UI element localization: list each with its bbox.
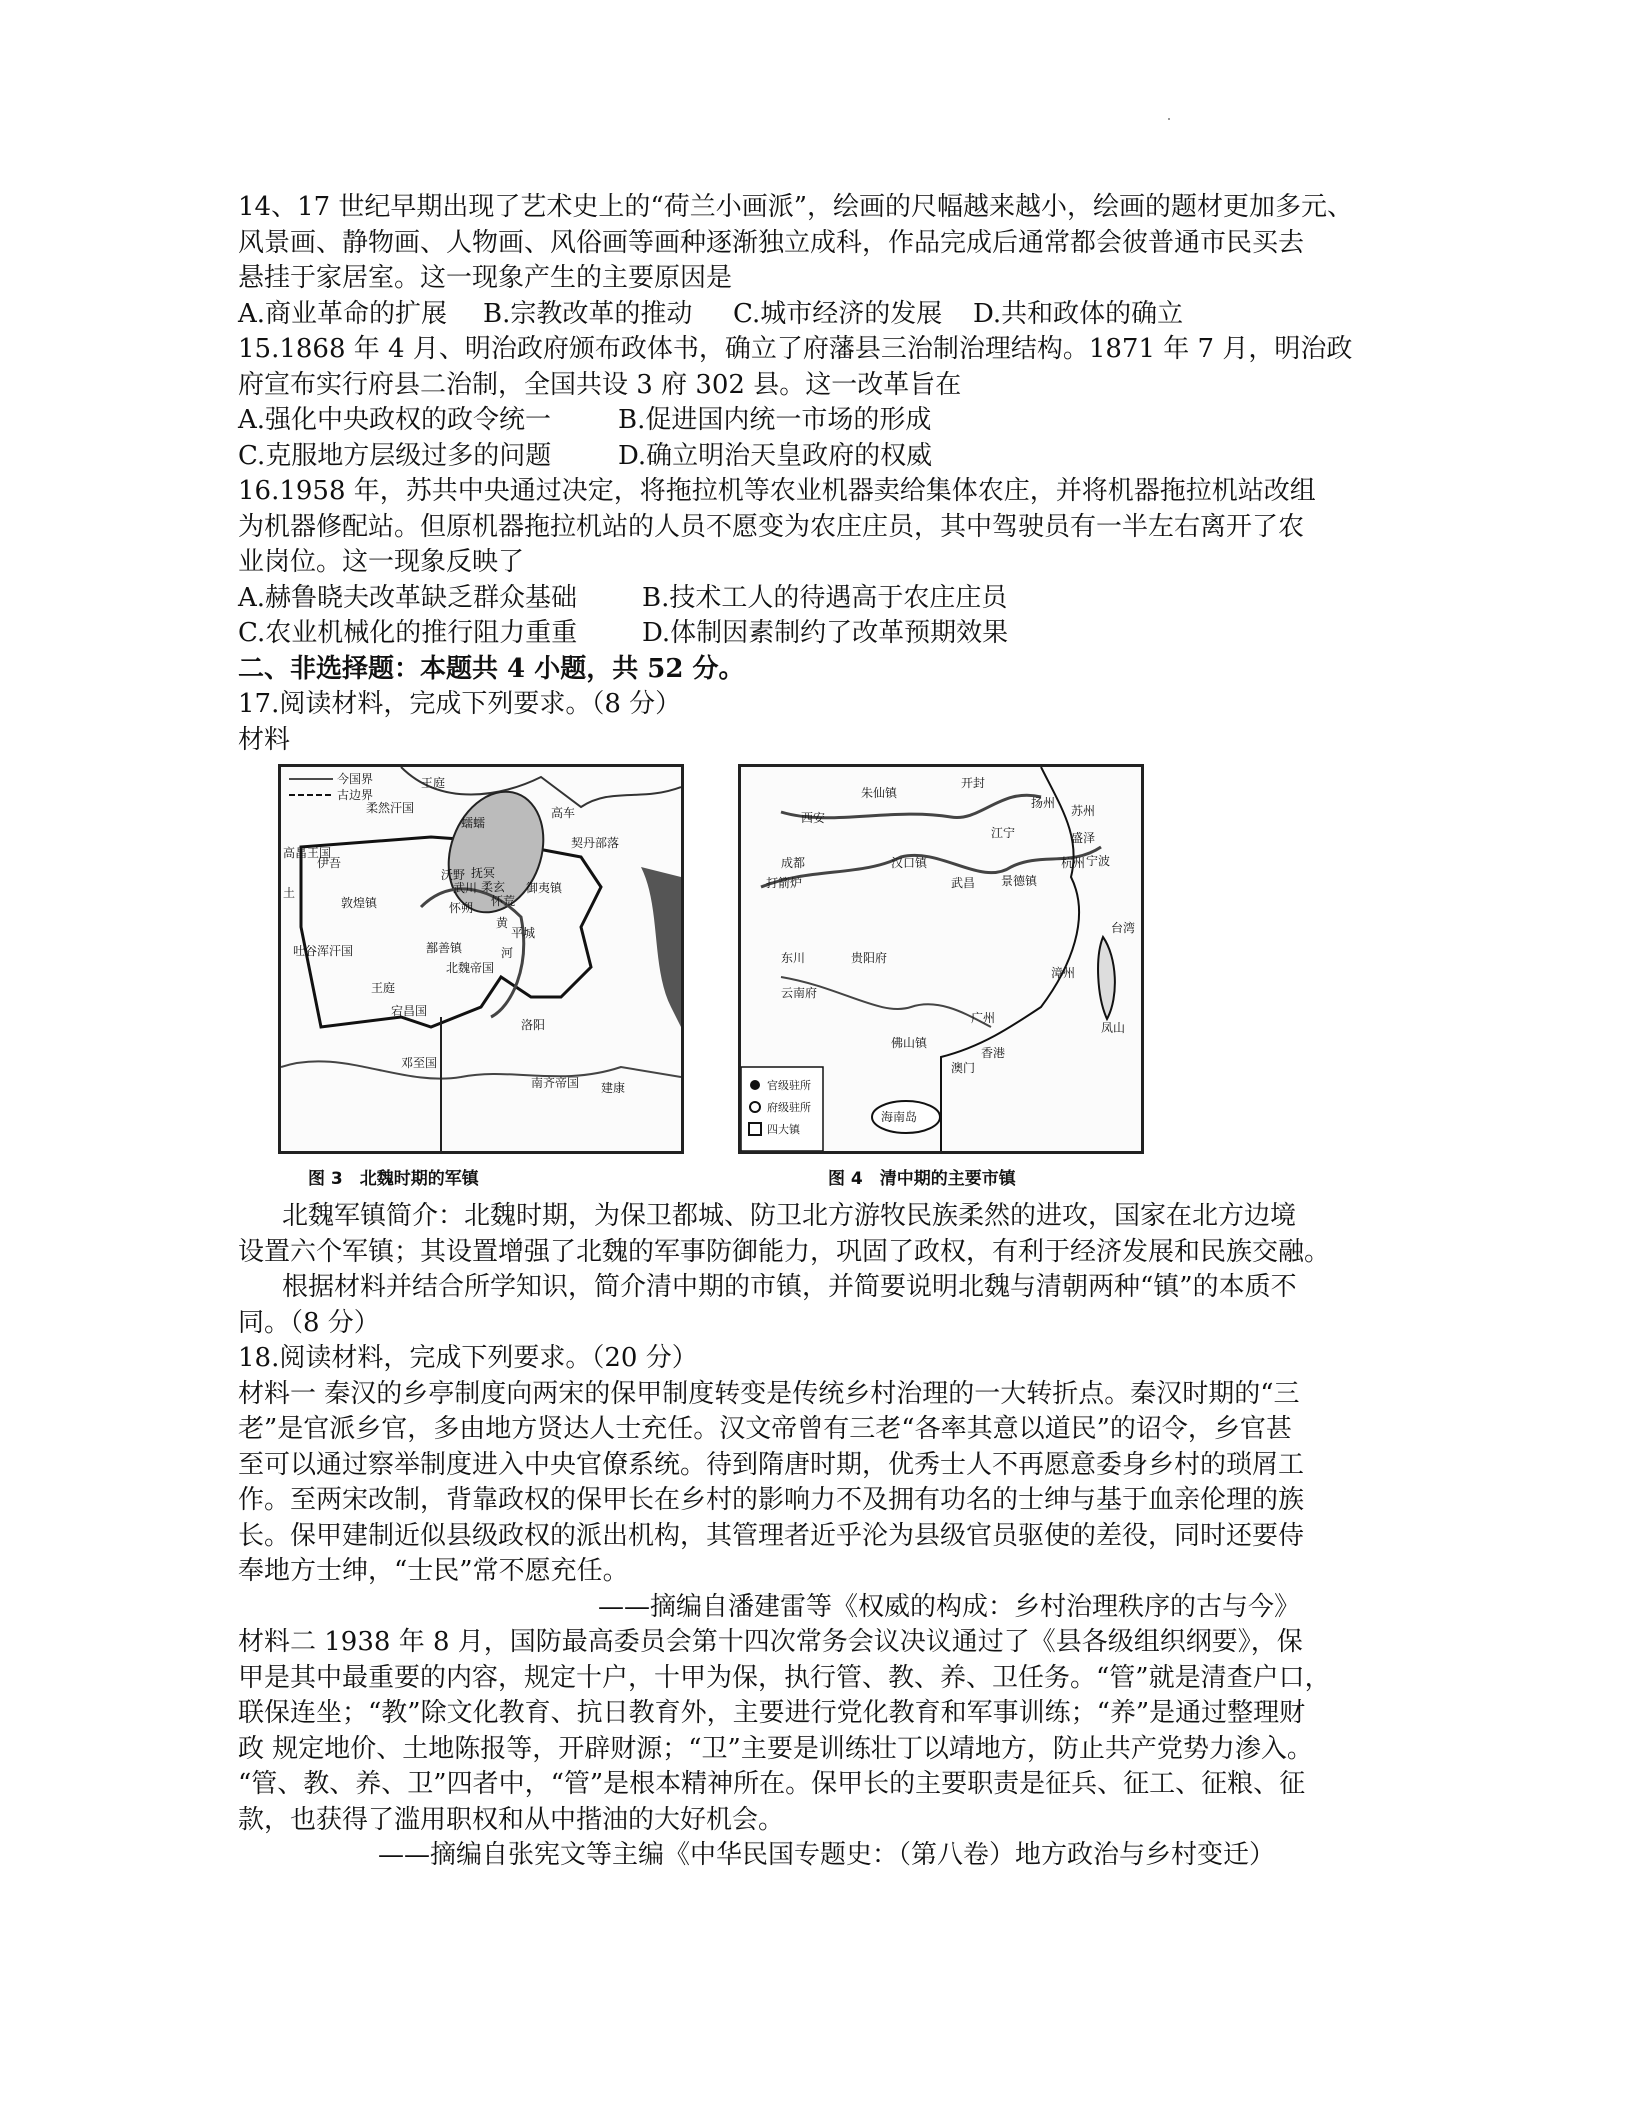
map3-place-label: 沃野 xyxy=(441,868,466,882)
map4-place-label: 苏州 xyxy=(1071,804,1096,818)
map3-place-label: 北魏帝国 xyxy=(446,961,495,975)
map3-place-label: 御夷镇 xyxy=(526,881,563,895)
q18-material1-line: 至可以通过察举制度进入中央官僚系统。待到隋唐时期，优秀士人不再愿意委身乡村的琐屑工 xyxy=(238,1449,1305,1480)
q15-options-row2 xyxy=(238,439,1408,475)
map3-place-label: 契丹部落 xyxy=(571,836,620,850)
map3-place-label: 建康 xyxy=(601,1081,626,1095)
map3-place-label: 柔然汗国 xyxy=(366,801,415,815)
q18-material2-line: 政 规定地价、土地陈报等，开辟财源；“卫”主要是训练壮丁以靖地方，防止共产党势力渗入。 xyxy=(238,1733,1313,1764)
map3-place-label: 洛阳 xyxy=(521,1018,546,1032)
q18-material2-line: 材料二 1938 年 8 月，国防最高委员会第十四次常务会议决议通过了《县各级组织纲要》，保 xyxy=(238,1627,1303,1657)
map4-place-label: 台湾 xyxy=(1111,921,1136,935)
map3-place-label: 鄯善镇 xyxy=(426,941,463,955)
map4-legend-marker xyxy=(750,1102,760,1112)
map3-place-label: 平城 xyxy=(511,926,536,940)
map3-yangtze-river xyxy=(281,1061,681,1078)
map4-place-label: 广州 xyxy=(971,1011,996,1025)
q17-task-line: 根据材料并结合所学知识，简介清中期的市镇，并简要说明北魏与清朝两种“镇”的本质不 xyxy=(282,1272,1297,1302)
map4-place-label: 漳州 xyxy=(1051,966,1076,980)
map3-place-label: 王庭 xyxy=(371,981,396,995)
map3-place-label: 蠕蠕 xyxy=(461,816,486,830)
map3-place-label: 吐谷浑汗国 xyxy=(293,944,354,958)
map3-place-label: 高车 xyxy=(551,806,576,820)
q15-stem-line: 15.1868 年 4 月、明治政府颁布政体书，确立了府藩县三治制治理结构。1871 年 7 月，明治政 xyxy=(238,334,1353,364)
map3-place-label: 怀朔 xyxy=(449,901,474,915)
map3-place-label: 王庭 xyxy=(421,776,446,790)
q16-option-a[interactable]: A.赫鲁晓夫改革缺乏群众基础 xyxy=(238,582,578,613)
map3-place-label: 黄 xyxy=(496,916,509,930)
map3-labels xyxy=(283,771,625,1095)
map3-place-label: 邓至国 xyxy=(401,1056,438,1070)
q16-option-c[interactable]: C.农业机械化的推行阻力重重 xyxy=(238,618,578,648)
map4-legend-marker xyxy=(750,1080,760,1090)
q14-stem-line: 悬挂于家居室。这一现象产生的主要原因是 xyxy=(238,263,733,293)
q18-material1-line: 老”是官派乡官，多由地方贤达人士充任。汉文帝曾有三老“各率其意以道民”的诏令，乡官甚 xyxy=(238,1414,1292,1444)
q15-option-c[interactable]: C.克服地方层级过多的问题 xyxy=(238,440,552,471)
map4-place-label: 海南岛 xyxy=(881,1110,918,1124)
q18-material1-line: 奉地方士绅，“士民”常不愿充任。 xyxy=(238,1556,629,1586)
map4-place-label: 盛泽 xyxy=(1071,831,1096,845)
map4-place-label: 景德镇 xyxy=(1001,874,1038,888)
q15-option-b[interactable]: B.促进国内统一市场的形成 xyxy=(618,405,932,435)
q17-material-label: 材料 xyxy=(238,724,291,755)
map4-place-label: 香港 xyxy=(981,1046,1006,1060)
map3-place-label: 怀荒 xyxy=(491,894,516,908)
map3-place-label: 伊吾 xyxy=(317,856,342,870)
map4-place-label: 杭州 xyxy=(1061,856,1086,870)
q16-option-b[interactable]: B.技术工人的待遇高于农庄庄员 xyxy=(642,582,1008,613)
q15-option-a[interactable]: A.强化中央政权的政令统一 xyxy=(238,405,552,435)
q17-title: 17.阅读材料，完成下列要求。（8 分） xyxy=(238,689,682,719)
q18-material1-line: 材料一 秦汉的乡亭制度向两宋的保甲制度转变是传统乡村治理的一大转折点。秦汉时期的“三 xyxy=(238,1378,1300,1409)
map4-place-label: 澳门 xyxy=(951,1061,976,1075)
map3-coastline xyxy=(641,867,681,1027)
map4-place-label: 宁波 xyxy=(1086,854,1111,868)
map4-place-label: 江宁 xyxy=(991,826,1016,840)
q14-option-d[interactable]: D.共和政体的确立 xyxy=(973,298,1184,329)
map4-place-label: 西安 xyxy=(801,811,826,825)
map3-place-label: 南齐帝国 xyxy=(531,1076,580,1090)
map-northern-wei-drawing xyxy=(281,767,681,1151)
map4-place-label: 云南府 xyxy=(781,986,818,1000)
map4-place-label: 凤山 xyxy=(1101,1021,1126,1035)
map3-place-label: 宕昌国 xyxy=(391,1004,428,1018)
map-northern-wei xyxy=(278,764,684,1154)
exam-page xyxy=(238,190,1408,1874)
map4-place-label: 东川 xyxy=(781,951,806,965)
q18-material2-line: 联保连坐；“教”除文化教育、抗日教育外，主要进行党化教育和军事训练；“养”是通过整理财 xyxy=(238,1698,1306,1728)
map4-legend-marker xyxy=(749,1123,761,1135)
map3-caption: 图 3 北魏时期的军镇 xyxy=(308,1169,479,1189)
q16-options-row1 xyxy=(238,581,1408,617)
map4-legend-label: 四大镇 xyxy=(767,1123,800,1136)
map3-place-label: 河 xyxy=(501,946,514,960)
question-16 xyxy=(238,474,1408,652)
q18-source1: ——摘编自潘建雷等《权威的构成：乡村治理秩序的古与今》 xyxy=(598,1591,1301,1622)
question-18 xyxy=(238,1341,1408,1874)
question-17 xyxy=(238,687,1408,1341)
q15-options-row1 xyxy=(238,403,1408,439)
q16-stem-line: 为机器修配站。但原机器拖拉机站的人员不愿变为农庄庄员，其中驾驶员有一半左右离开了农 xyxy=(238,511,1305,542)
q14-option-c[interactable]: C.城市经济的发展 xyxy=(733,298,943,329)
map3-legend-label: 今国界 xyxy=(337,772,374,786)
map4-legend-label: 府级驻所 xyxy=(767,1101,811,1114)
q14-options xyxy=(238,297,1408,333)
question-15 xyxy=(238,332,1408,474)
map4-place-label: 成都 xyxy=(781,856,806,870)
map4-place-label: 贵阳府 xyxy=(851,951,888,965)
map-qing-towns-drawing xyxy=(741,767,1141,1151)
map4-yangtze-river xyxy=(761,847,1101,887)
map3-place-label: 武川 xyxy=(453,881,478,895)
map4-taiwan xyxy=(1098,937,1115,1019)
map3-legend-label: 古边界 xyxy=(337,788,374,802)
scan-speck xyxy=(1168,118,1170,120)
q18-material2-line: 甲是其中最重要的内容，规定十户，十甲为保，执行管、教、养、卫任务。“管”就是清查户口， xyxy=(238,1662,1331,1693)
map4-place-label: 汉口镇 xyxy=(891,856,928,870)
map4-caption: 图 4 清中期的主要市镇 xyxy=(828,1169,1016,1189)
q17-maps xyxy=(238,764,1408,1199)
q17-task-line: 同。（8 分） xyxy=(238,1307,380,1338)
q18-material1-line: 作。至两宋改制，背靠政权的保甲长在乡村的影响力不及拥有功名的士绅与基于血亲伦理的族 xyxy=(238,1485,1305,1515)
q16-options-row2 xyxy=(238,616,1408,652)
map3-place-label: 敦煌镇 xyxy=(341,896,378,910)
q17-intro-line: 设置六个军镇；其设置增强了北魏的军事防御能力，巩固了政权，有利于经济发展和民族交融。 xyxy=(238,1236,1331,1267)
q14-stem-line: 14、17 世纪早期出现了艺术史上的“荷兰小画派”，绘画的尺幅越来越小，绘画的题材更加多元、 xyxy=(238,192,1354,222)
q18-material2-line: 款，也获得了滥用职权和从中揩油的大好机会。 xyxy=(238,1804,785,1835)
q15-stem-line: 府宣布实行府县二治制，全国共设 3 府 302 县。这一改革旨在 xyxy=(238,369,962,400)
q18-title: 18.阅读材料，完成下列要求。（20 分） xyxy=(238,1343,698,1373)
q15-option-d[interactable]: D.确立明治天皇政府的权威 xyxy=(618,440,933,471)
q16-option-d[interactable]: D.体制因素制约了改革预期效果 xyxy=(642,618,1009,648)
map4-place-label: 打箭炉 xyxy=(766,876,803,890)
map3-place-label: 柔玄 xyxy=(481,880,506,894)
q17-intro-line: 北魏军镇简介：北魏时期，为保卫都城、防卫北方游牧民族柔然的进攻，国家在北方边境 xyxy=(282,1201,1297,1231)
q14-option-a[interactable]: A.商业革命的扩展 xyxy=(238,298,448,329)
map3-place-label: 抚冥 xyxy=(471,866,496,880)
map4-place-label: 扬州 xyxy=(1031,796,1056,810)
q14-option-b[interactable]: B.宗教改革的推动 xyxy=(483,298,693,329)
q18-source2: ——摘编自张宪文等主编《中华民国专题史：（第八卷）地方政治与乡村变迁） xyxy=(378,1840,1276,1870)
map4-place-label: 开封 xyxy=(961,776,986,790)
map4-legend-label: 官级驻所 xyxy=(767,1079,811,1092)
map-qing-towns xyxy=(738,764,1144,1154)
q18-material2-line: “管、教、养、卫”四者中，“管”是根本精神所在。保甲长的主要职责是征兵、征工、征粮、征 xyxy=(238,1769,1306,1799)
question-14 xyxy=(238,190,1408,332)
map4-coastline xyxy=(941,767,1079,1151)
q18-material1-line: 长。保甲建制近似县级政权的派出机构，其管理者近乎沦为县级官员驱使的差役，同时还要侍 xyxy=(238,1520,1305,1551)
q16-stem-line: 16.1958 年，苏共中央通过决定，将拖拉机等农业机器卖给集体农庄，并将机器拖拉机站改组 xyxy=(238,476,1316,506)
map3-place-label: 土 xyxy=(283,886,296,900)
map4-place-label: 佛山镇 xyxy=(891,1036,928,1050)
map4-place-label: 朱仙镇 xyxy=(861,786,898,800)
map3-place-label: 高昌王国 xyxy=(283,846,332,860)
q14-stem-line: 风景画、静物画、人物画、风俗画等画种逐渐独立成科，作品完成后通常都会彼普通市民买去 xyxy=(238,227,1305,258)
map4-pearl-river xyxy=(781,977,991,1027)
q16-stem-line: 业岗位。这一现象反映了 xyxy=(238,547,525,577)
section-heading: 二、非选择题：本题共 4 小题，共 52 分。 xyxy=(238,653,745,684)
map4-place-label: 武昌 xyxy=(951,876,976,890)
